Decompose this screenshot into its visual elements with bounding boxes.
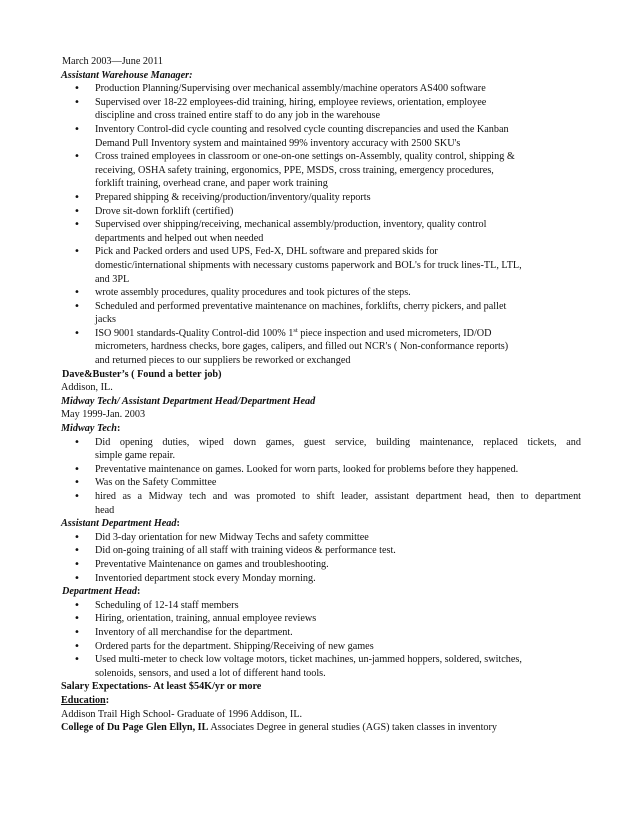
asst-dept-duties-list [61, 531, 581, 585]
list-item-line: domestic/international shipments with necessary customs paperwork and BOL's for truck lines-TL, LTL, [95, 259, 522, 271]
list-item-line: • Production Planning/Supervising over mechanical assembly/machine operators AS400 software [95, 83, 486, 95]
list-item [61, 653, 581, 680]
list-item-line: departments and helped out when needed [95, 232, 264, 244]
college-line [61, 721, 581, 735]
list-item [61, 476, 581, 490]
list-item [61, 490, 581, 517]
list-item [61, 82, 581, 96]
iso-superscript: st [293, 326, 298, 334]
list-item [61, 463, 581, 477]
asst-dept-colon: : [176, 518, 180, 530]
list-item [61, 436, 581, 463]
dept-head-heading [61, 585, 581, 599]
list-item [61, 626, 581, 640]
high-school: Addison Trail High School- Graduate of 1996 Addison, IL. [61, 708, 303, 720]
job2-employer: Dave&Buster’s ( Found a better job) [62, 368, 222, 380]
list-item [61, 612, 581, 626]
list-item-line: • Used multi-meter to check low voltage motors, ticket machines, un-jammed hoppers, soldered, switches, [95, 654, 522, 666]
list-item [61, 572, 581, 586]
iso-line2: micrometers, hardness checks, bore gages, calipers, and filled out NCR's ( Non-conformance reports) [95, 341, 509, 353]
list-item-line: • Inventory Control-did cycle counting and resolved cycle counting discrepancies and used the Kanban [95, 123, 509, 135]
iso-line1-pre: ISO 9001 standards-Quality Control-did 100% 1 [95, 327, 294, 339]
job2-heading: Midway Tech/ Assistant Department Head/Department Head [61, 395, 316, 407]
list-item-line: • Preventative Maintenance on games and troubleshooting. [95, 558, 329, 570]
dept-head-duties-list [61, 599, 581, 681]
list-item-line: • Scheduled and performed preventative maintenance on machines, forklifts, cherry pickers, and pallet [95, 300, 507, 312]
list-item-line: discipline and cross trained entire staff to do any job in the warehouse [95, 110, 380, 122]
resume-page [61, 55, 581, 735]
college-detail: Associates Degree in general studies (AGS) taken classes in inventory [208, 722, 498, 734]
asst-dept-title: Assistant Department Head [61, 518, 177, 530]
list-item-line: • Supervised over 18-22 employees-did training, hiring, employee reviews, orientation, employee [95, 96, 487, 108]
list-item [61, 327, 581, 368]
list-item-line: • Pick and Packed orders and used UPS, Fed-X, DHL software and prepared skids for [95, 246, 438, 258]
education-colon: : [105, 694, 110, 706]
midway-tech-colon: : [116, 423, 121, 435]
list-item-line: • Cross trained employees in classroom or one-on-one settings on-Assembly, quality control, shipping & [95, 151, 515, 163]
asst-dept-heading [61, 517, 581, 531]
list-item-line: solenoids, sensors, and used a lot of different hand tools. [95, 667, 326, 679]
dept-head-colon: : [136, 586, 141, 598]
list-item-line: • Did 3-day orientation for new Midway Techs and safety committee [95, 531, 369, 543]
list-item-line: • Inventory of all merchandise for the department. [95, 626, 293, 638]
list-item-line: and 3PL [95, 273, 130, 285]
midway-tech-duties-list [61, 436, 581, 518]
list-item-line: • Did on-going training of all staff with training videos & performance test. [95, 545, 396, 557]
list-item [61, 191, 581, 205]
list-item-line: Demand Pull Inventory system and maintained 99% inventory accuracy with 2500 SKU's [95, 137, 461, 149]
list-item-line: • wrote assembly procedures, quality procedures and took pictures of the steps. [95, 287, 411, 299]
list-item-line: • Hiring, orientation, training, annual employee reviews [95, 613, 317, 625]
salary-expectations: Salary Expectations- At least $54K/yr or more [61, 681, 262, 693]
list-item-line: jacks [95, 314, 116, 326]
list-item [61, 286, 581, 300]
list-item [61, 245, 581, 286]
education-heading [61, 694, 581, 708]
job1-dates: March 2003—June 2011 [62, 56, 163, 67]
list-item-line: • Drove sit-down forklift (certified) [95, 205, 234, 217]
list-item-line: forklift training, overhead crane, and paper work training [95, 178, 328, 190]
list-item [61, 300, 581, 327]
list-item-line: • Ordered parts for the department. Shipping/Receiving of new games [95, 640, 374, 652]
midway-tech-heading [61, 422, 581, 436]
iso-line1-post: piece inspection and used micrometers, ID/OD [297, 327, 492, 339]
list-item-line: simple game repair. [95, 450, 176, 462]
list-item [61, 544, 581, 558]
list-item-line: • Preventative maintenance on games. Looked for worn parts, looked for problems before they happened. [95, 463, 519, 475]
job2-location: Addison, IL. [61, 382, 113, 394]
list-item-line: • Supervised over shipping/receiving, mechanical assembly/production, inventory, quality control [95, 219, 487, 231]
list-item [61, 123, 581, 150]
list-item [61, 205, 581, 219]
list-item [61, 640, 581, 654]
iso-line3: and returned pieces to our suppliers be reworked or exchanged [95, 355, 351, 367]
list-item-line: • Was on the Safety Committee [95, 477, 217, 489]
list-item-line: • Scheduling of 12-14 staff members [95, 599, 239, 611]
list-item [61, 558, 581, 572]
education-title: Education [61, 694, 106, 706]
list-item-line: • Inventoried department stock every Monday morning. [95, 572, 316, 584]
list-item-line: • Prepared shipping & receiving/production/inventory/quality reports [95, 191, 371, 203]
list-item [61, 150, 581, 191]
list-item [61, 96, 581, 123]
job1-title: Assistant Warehouse Manager: [61, 69, 193, 81]
list-item-line: • Did opening duties, wiped down games, guest service, building maintenance, replaced tickets, and [95, 436, 581, 448]
list-item [61, 599, 581, 613]
list-item-line: • hired as a Midway tech and was promoted to shift leader, assistant department head, then to department [95, 491, 581, 502]
job1-duties-list [61, 82, 581, 367]
list-item [61, 218, 581, 245]
list-item [61, 531, 581, 545]
list-item-line: head [95, 504, 115, 516]
list-item-line: receiving, OSHA safety training, ergonomics, PPE, MSDS, cross training, emergency procedures, [95, 164, 494, 176]
college-name: College of Du Page Glen Ellyn, IL [61, 722, 209, 734]
midway-tech-title: Midway Tech [61, 423, 117, 435]
job2-dates: May 1999-Jan. 2003 [61, 409, 146, 421]
dept-head-title: Department Head [62, 586, 137, 598]
